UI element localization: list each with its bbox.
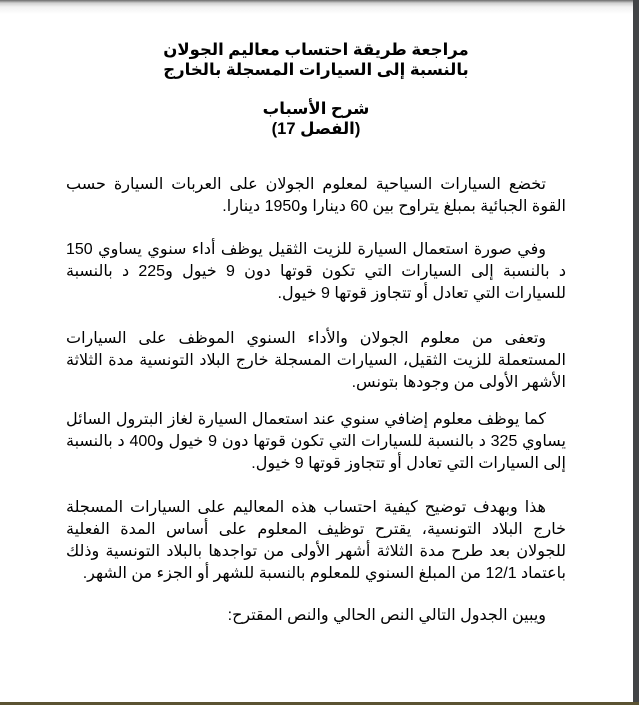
title-line-1: مراجعة طريقة احتساب معاليم الجولان [163,41,469,59]
subtitle-line-1: شرح الأسباب [262,100,370,118]
document-title [66,40,566,80]
subtitle-line-2: (الفصل 17) [271,120,361,138]
paragraph-4: كما يوظف معلوم إضافي سنوي عند استعمال السيارة لغاز البترول السائل يساوي 325 د بالنسبة للسيارات التي تكون قوتها دون 9 خيول و400 د بالنسبة إلى السيارات التي تعادل أو تتجاوز قوتها 9 خيول. [66,411,567,472]
paragraph-1: تخضع السيارات السياحية لمعلوم الجولان على العربات السيارة حسب القوة الجبائية بمبلغ يتراوح بين 60 دينارا و1950 دينارا. [66,176,566,215]
page-content [66,38,566,627]
paragraph-3: وتعفى من معلوم الجولان والأداء السنوي الموظف على السيارات المستعملة للزيت الثقيل، السيارات المسجلة خارج البلاد التونسية مدة الثلاثة الأشهر الأولى من وجودها بتونس. [66,330,566,391]
title-line-2: بالنسبة إلى السيارات المسجلة بالخارج [163,61,469,79]
paragraph-2: وفي صورة استعمال السيارة للزيت الثقيل يوظف أداء سنوي يساوي 150 د بالنسبة إلى السيارات التي تكون قوتها دون 9 خيول و225 د بالنسبة للسيارات التي تعادل أو تتجاوز قوتها 9 خيول. [66,241,567,302]
document-subtitle [66,99,566,139]
paragraph-5: هذا وبهدف توضيح كيفية احتساب هذه المعاليم على السيارات المسجلة خارج البلاد التونسية، يقترح توظيف المعلوم على أساس المدة الفعلية للجولان بعد طرح مدة الثلاثة أشهر الأولى من تواجدها بالبلاد التونسية وذلك باعتماد 12/1 من المبلغ السنوي للمعلوم بالنسبة للشهر أو الجزء من الشهر. [66,499,566,582]
viewer-right-edge [633,0,639,702]
paragraph-6: ويبين الجدول التالي النص الحالي والنص المقترح: [227,607,546,624]
page-top-shadow [0,0,633,14]
